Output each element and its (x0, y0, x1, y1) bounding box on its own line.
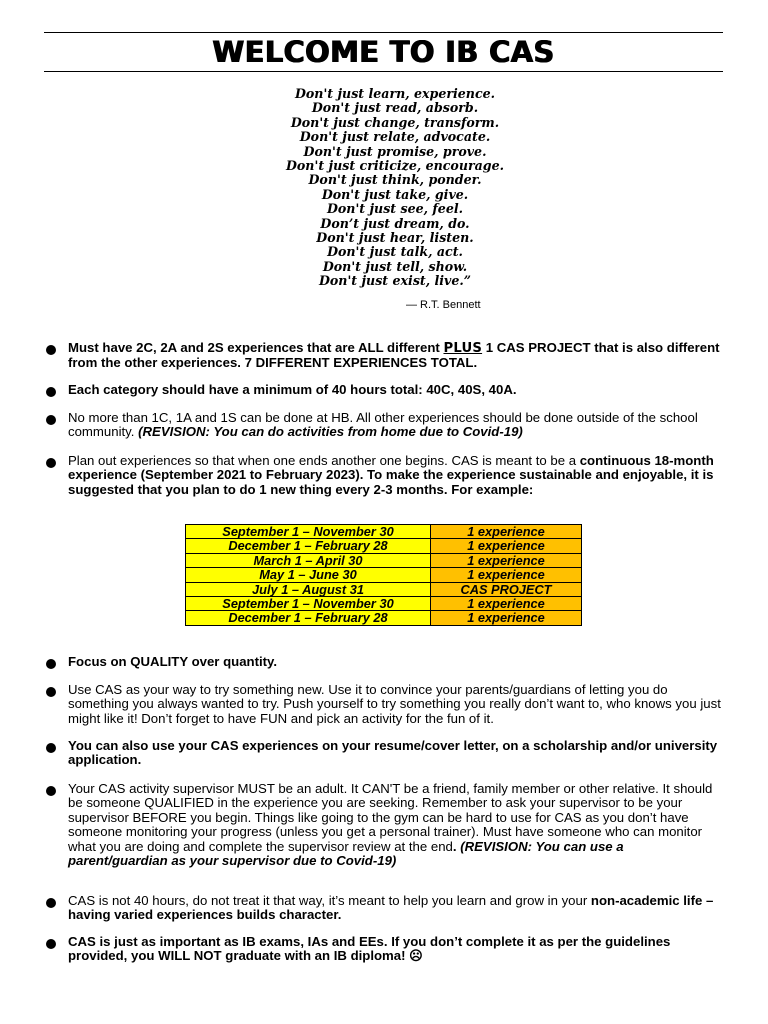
poem-line: Don't just exist, live.” (318, 273, 472, 289)
table-row: September 1 – November 30 1 experience (186, 525, 582, 539)
poem-line: Don't just criticize, encourage. (285, 158, 504, 174)
bullet-dot-icon (46, 898, 56, 908)
poem-line: Don't just promise, prove. (303, 143, 487, 159)
poem-line: Don't just hear, listen. (316, 230, 474, 246)
bullet-hours: Each category should have a minimum of 40 hours total: 40C, 40S, 40A. (44, 383, 724, 397)
revision-note: (REVISION: You can use a parent/guardian as your supervisor due to Covid-19) (68, 838, 624, 869)
bullet-try-new: Use CAS as your way to try something new. Use it to convince your parents/guardians of letting you do something you always wanted to try. Push yourself to try something you really don’t want to, who knows you just might like it! Don’t forget to have FUN and pick an activity for the fun of it. (44, 683, 724, 726)
bullet-dot-icon (46, 743, 56, 753)
table-row: March 1 – April 30 1 experience (186, 553, 582, 567)
bullet-plan-out: Plan out experiences so that when one ends another one begins. CAS is meant to be a continuous 18-month experience (September 2021 to February 2023). To make the experience sustainable and enjoyable, it is suggested that you plan to do 1 new thing every 2-3 months. For example: (44, 454, 724, 497)
bullet-dot-icon (46, 458, 56, 468)
poem-line: Don't just see, feel. (326, 201, 464, 217)
poem-line: Don't just read, absorb. (311, 100, 479, 116)
table-row: July 1 – August 31 CAS PROJECT (186, 582, 582, 596)
bullet-dot-icon (46, 687, 56, 697)
plus-emphasis: PLUS (443, 341, 483, 356)
bullet-quality: Focus on QUALITY over quantity. (44, 655, 724, 669)
bullet-supervisor: Your CAS activity supervisor MUST be an adult. It CAN'T be a friend, family member or other relative. It should be someone QUALIFIED in the experience you are seeking. Remember to ask your supervisor to be your supervisor BEFORE you begin. Things like going to the gym can be hard to use for CAS as you don’t have someone monitoring your progress (unless you get a personal trainer). Must have someone who can monitor what you are doing and complete the supervisor review at the end. (REVISION: You can use a parent/guardian as your supervisor due to Covid-19) (44, 782, 724, 868)
poem-line: Don't just learn, experience. (294, 86, 496, 101)
poem-line: Don’t just dream, do. (320, 215, 470, 231)
table-row: December 1 – February 28 1 experience (186, 539, 582, 553)
poem-line: Don't just talk, act. (327, 244, 463, 260)
bullet-resume: You can also use your CAS experiences on your resume/cover letter, on a scholarship and/or university application. (44, 739, 724, 768)
table-row: September 1 – November 30 1 experience (186, 597, 582, 611)
bullet-dot-icon (46, 939, 56, 949)
quote-poem (100, 87, 690, 289)
bullet-dot-icon (46, 345, 56, 355)
poem-line: Don't just relate, advocate. (299, 129, 491, 145)
bullet-not-hours: CAS is not 40 hours, do not treat it that way, it’s meant to help you learn and grow in your non-academic life – having varied experiences builds character. (44, 894, 724, 923)
bullet-dot-icon (46, 659, 56, 669)
top-rule (44, 32, 723, 33)
revision-note: (REVISION: You can do activities from home due to Covid-19) (138, 424, 523, 440)
bullet-dot-icon (46, 415, 56, 425)
quote-attribution: — R.T. Bennett (406, 299, 481, 311)
poem-line: Don't just think, ponder. (308, 172, 482, 188)
bullet-dot-icon (46, 387, 56, 397)
title-underline-rule (44, 71, 723, 72)
poem-line: Don't just change, transform. (290, 114, 500, 130)
bullet-dot-icon (46, 786, 56, 796)
page-title: WELCOME TO IB CAS (212, 35, 555, 69)
table-row: May 1 – June 30 1 experience (186, 568, 582, 582)
bullet-requirements: Must have 2C, 2A and 2S experiences that are ALL different PLUS 1 CAS PROJECT that is also different from the other experiences. 7 DIFFERENT EXPERIENCES TOTAL. (44, 341, 724, 371)
schedule-table (185, 524, 582, 626)
bullet-hb-limit: No more than 1C, 1A and 1S can be done at HB. All other experiences should be done outside of the school community. (REVISION: You can do activities from home due to Covid-19) (44, 411, 724, 440)
bullet-diploma-warning: CAS is just as important as IB exams, IAs and EEs. If you don’t complete it as per the guidelines provided, you WILL NOT graduate with an IB diploma! ☹ (44, 935, 724, 964)
poem-line: Don't just take, give. (321, 186, 469, 202)
poem-line: Don't just tell, show. (322, 258, 468, 274)
table-row: December 1 – February 28 1 experience (186, 611, 582, 625)
